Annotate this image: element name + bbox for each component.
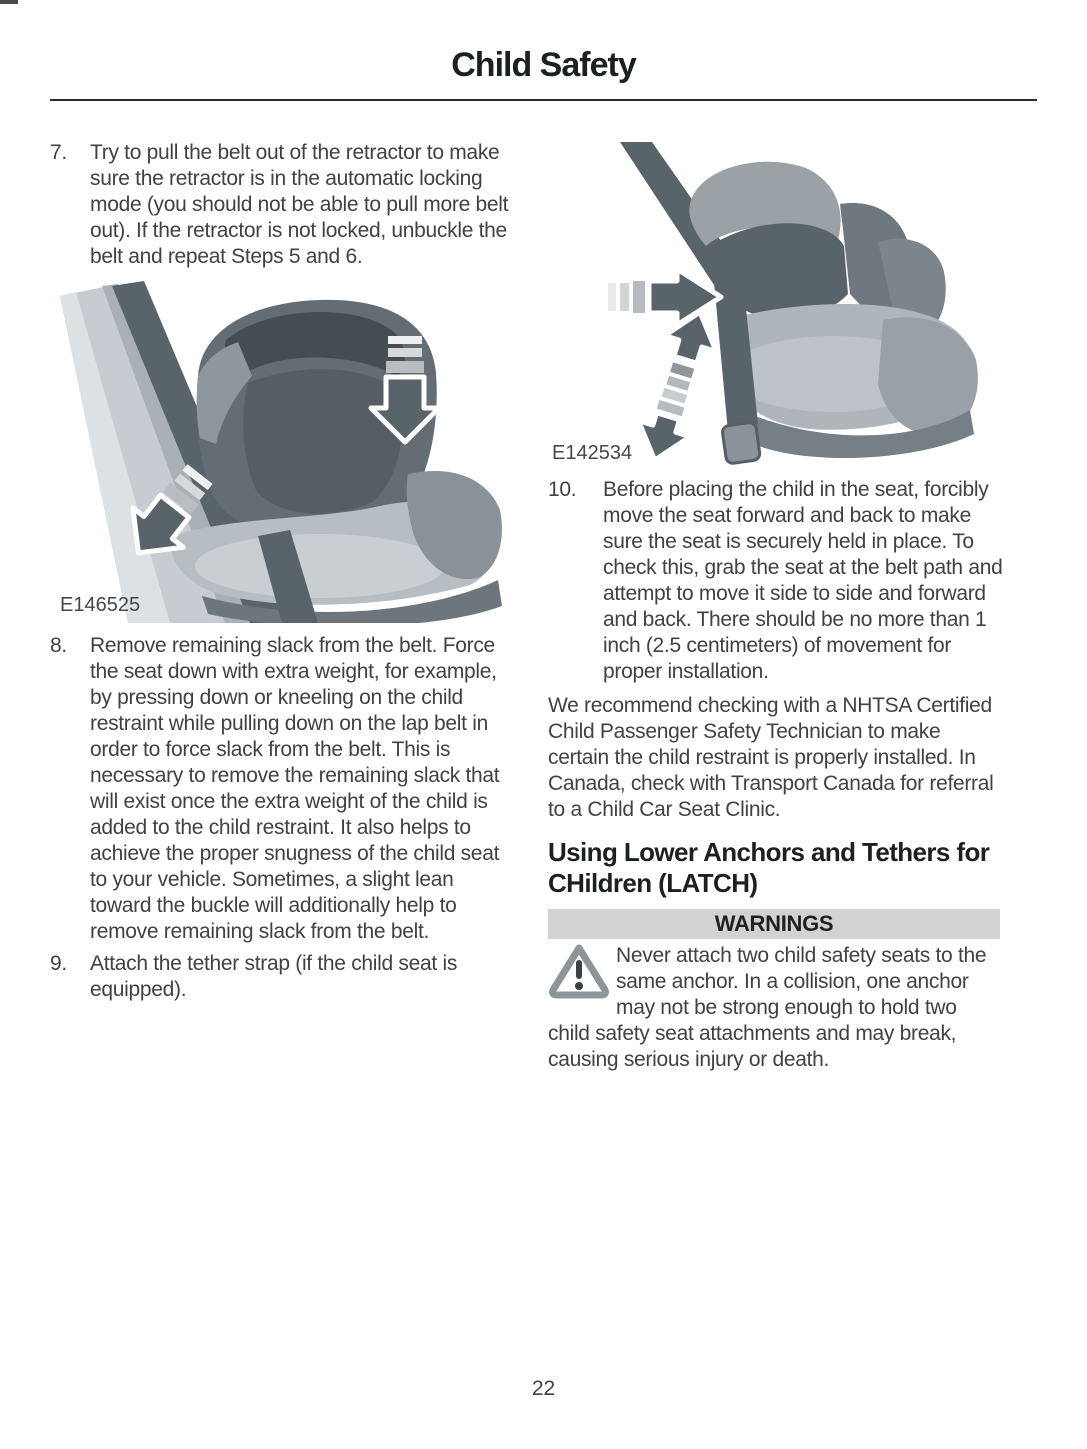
- list-text: Attach the tether strap (if the child seat is equipped).: [90, 952, 458, 1001]
- warnings-text-block: [548, 943, 1000, 1073]
- warning-triangle-icon: [548, 943, 610, 1021]
- list-text: Before placing the child in the seat, forcibly move the seat forward and back to make sure the seat is securely held in place. To check this, grab the seat at the belt path and attempt to move it side to side and forward and back. There should be no more than 1 inch (2.5 centimeters) of movement for proper installation.: [603, 478, 1003, 683]
- page-corner-mark: [0, 0, 18, 4]
- list-number: 7.: [50, 141, 67, 164]
- recommendation-paragraph: We recommend checking with a NHTSA Certified Child Passenger Safety Technician to make certain the child restraint is properly installed. In Canada, check with Transport Canada for referral to a Child Car Seat Clinic.: [548, 694, 994, 821]
- list-text: Remove remaining slack from the belt. Force the seat down with extra weight, for example, by pressing down or kneeling on the child restraint while pulling down on the lap belt in order to force slack from the belt. This is necessary to remove the remaining slack that will exist once the extra weight of the child is added to the child restraint. It also helps to achieve the proper snugness of the child seat to your vehicle. Sometimes, a slight lean toward the buckle will additionally help to remove remaining slack from the belt.: [90, 634, 500, 943]
- warnings-text: Never attach two child safety seats to the same anchor. In a collision, one anchor may not be strong enough to hold two child safety seat attachments and may break, causing serious injury or death.: [548, 944, 987, 1071]
- list-number: 10.: [548, 478, 577, 501]
- child-seat-illustration: [548, 142, 1003, 467]
- list-number: 8.: [50, 634, 67, 657]
- section-heading-latch: Using Lower Anchors and Tethers for CHildren (LATCH): [548, 837, 990, 898]
- list-item-10: [548, 477, 1003, 685]
- figure-child-seat-press-down: [50, 278, 520, 623]
- list-item-7: [50, 140, 520, 270]
- left-column: [50, 140, 520, 1003]
- child-seat-illustration: [50, 278, 520, 623]
- header-rule: [50, 99, 1037, 101]
- warnings-box: [548, 909, 1000, 1073]
- right-column: [548, 140, 1003, 1073]
- page-number: 22: [531, 1377, 556, 1400]
- up-down-arrow-icon: [629, 304, 726, 467]
- figure-label: E142534: [552, 442, 633, 464]
- warnings-header: WARNINGS: [548, 909, 1000, 939]
- list-number: 9.: [50, 952, 67, 975]
- figure-child-seat-check-movement: [548, 142, 1003, 467]
- list-item-8: [50, 633, 520, 945]
- list-item-9: [50, 951, 520, 1003]
- list-text: Try to pull the belt out of the retractor to make sure the retractor is in the automatic locking mode (you should not be able to pull more belt out). If the retractor is not locked, unbuckle the belt and repeat Steps 5 and 6.: [90, 141, 509, 268]
- page-title: Child Safety: [451, 46, 636, 84]
- figure-label: E146525: [60, 594, 141, 616]
